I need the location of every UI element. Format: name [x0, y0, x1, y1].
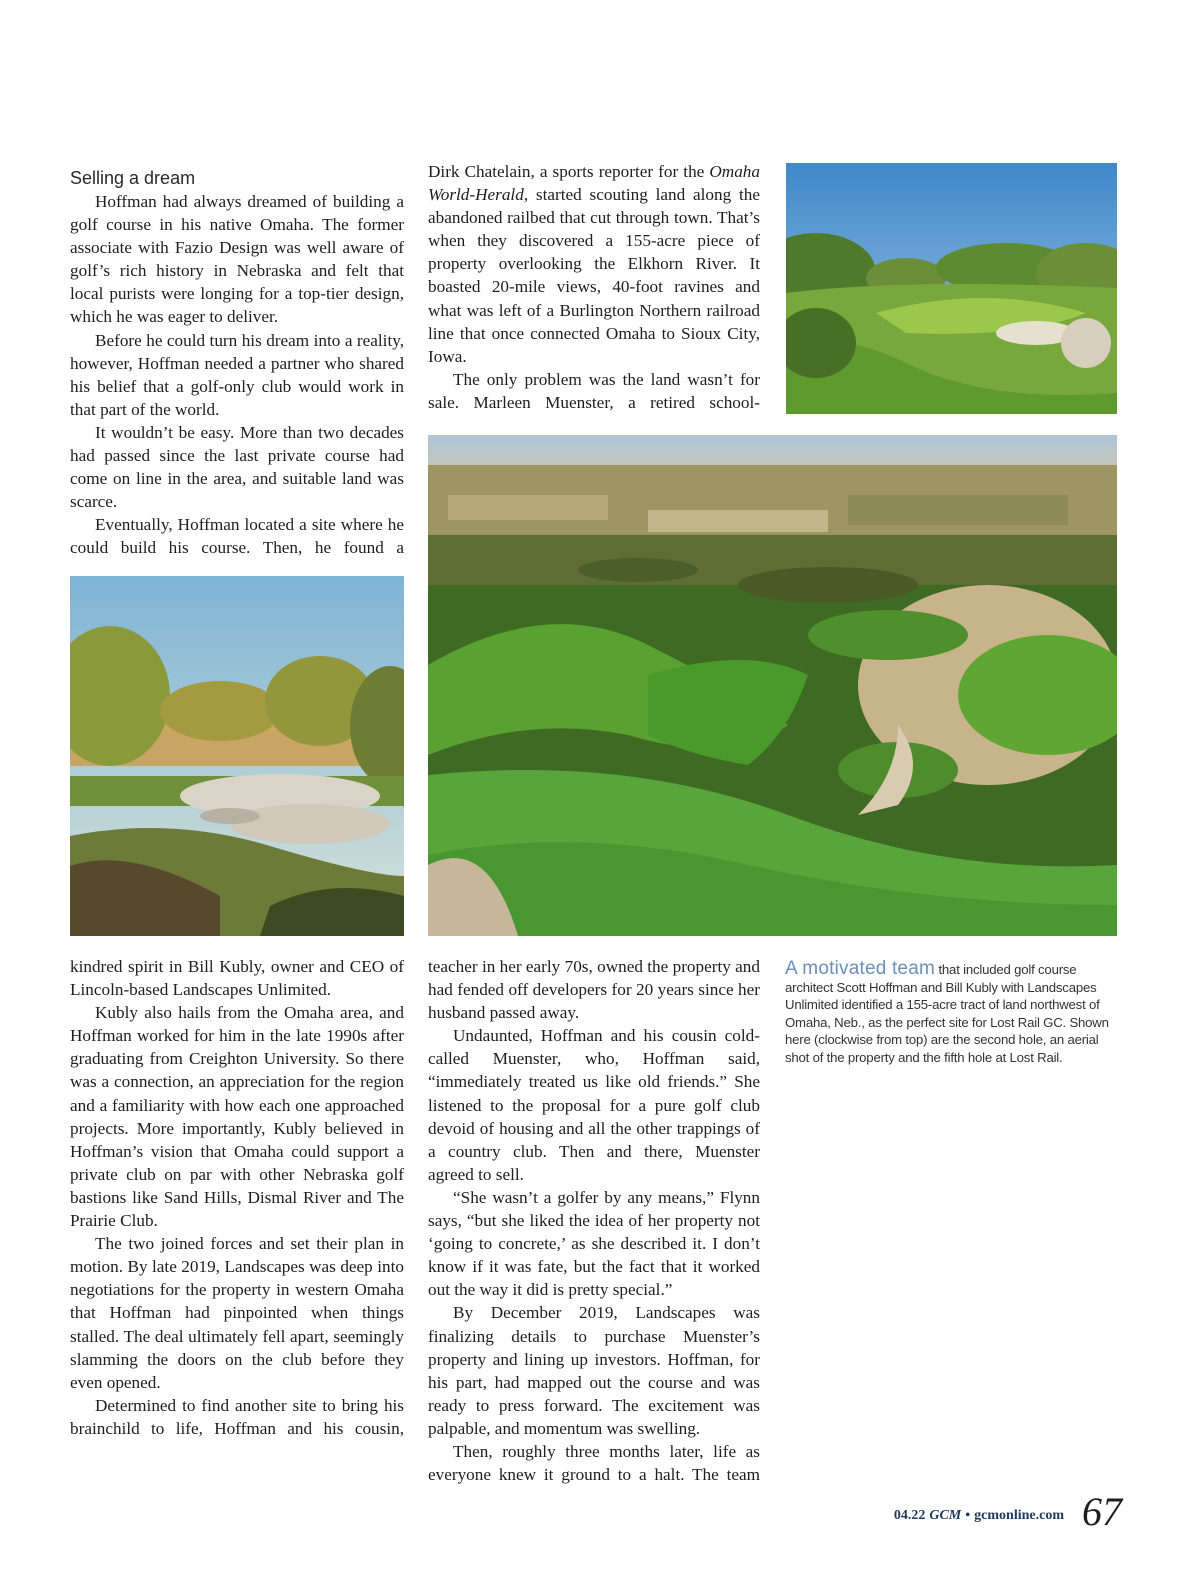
paragraph: teacher in her early 70s, owned the property and had fended off developers for 20 years since her husband passed away.: [428, 957, 760, 1023]
paragraph: The only problem was the land wasn’t for sale. Marleen Muenster, a retired school-: [428, 369, 760, 412]
column-1-bottom: [70, 955, 404, 1440]
paragraph-text: Dirk Chatelain, a sports reporter for the: [428, 162, 710, 181]
publication-name: Omaha World-Herald: [428, 162, 760, 205]
caption-lead: A motivated team: [785, 958, 935, 979]
paragraph: Undaunted, Hoffman and his cousin cold-called Muenster, who, Hoffman said, “immediately treated us like old friends.” She listened to the proposal for a pure golf club devoid of housing and all the other trappings of a country club. Then and there, Muenster agreed to sell.: [428, 1026, 760, 1184]
page-number: 67: [1082, 1489, 1122, 1534]
magazine-brand: GCM: [929, 1508, 962, 1523]
page-footer: [894, 1488, 1122, 1535]
paragraph: Determined to find another site to bring his brainchild to life, Hoffman and his cousin,: [70, 1395, 404, 1438]
paragraph: By December 2019, Landscapes was finalizing details to purchase Muenster’s property and lining up investors. Hoffman, for his part, had mapped out the course and was ready to press forward. The excitement was palpable, and momentum was swelling.: [428, 1303, 760, 1438]
paragraph: Hoffman had always dreamed of building a golf course in his native Omaha. The former associate with Fazio Design was well aware of golf’s rich history in Nebraska and felt that local purists were longing for a top-tier design, which he was eager to deliver.: [70, 192, 404, 327]
photo-aerial: [428, 435, 1117, 936]
paragraph: The two joined forces and set their plan in motion. By late 2019, Landscapes was deep into negotiations for the property in western Omaha that Hoffman had pinpointed when things stalled. The deal ultimately fell apart, seemingly slamming the doors on the club before they even opened.: [70, 1234, 404, 1392]
column-1-top: [70, 167, 404, 560]
second-hole-image: [786, 163, 1117, 414]
photo-caption: [785, 960, 1117, 1067]
paragraph: It wouldn’t be easy. More than two decades had passed since the last private course had come on line in the area, and suitable land was scarce.: [70, 422, 404, 512]
paragraph-text: , started scouting land along the abandoned railbed that cut through town. That’s when they discovered a 155-acre piece of property overlooking the Elkhorn River. It boasted 20-mile views, 40-foot ravines and what was left of a Burlington Northern railroad line that once connected Omaha to Sioux City, Iowa.: [428, 185, 760, 366]
paragraph: Eventually, Hoffman located a site where he could build his course. Then, he found a: [70, 515, 404, 558]
photo-fifth-hole: [70, 576, 404, 936]
paragraph: Then, roughly three months later, life as everyone knew it ground to a halt. The team: [428, 1441, 760, 1485]
paragraph: Kubly also hails from the Omaha area, and Hoffman worked for him in the late 1990s after graduating from Creighton University. So there was a connection, an appreciation for the region and a familiarity with how each one approached projects. More importantly, Kubly believed in Hoffman’s vision that Omaha could support a private club on par with other Nebraska golf bastions like Sand Hills, Dismal River and The Prairie Club.: [70, 1003, 404, 1231]
column-2-bottom: [428, 955, 760, 1486]
paragraph: Before he could turn his dream into a reality, however, Hoffman needed a partner who shared his belief that a golf-only club would work in that part of the world.: [70, 330, 404, 419]
paragraph: “She wasn’t a golfer by any means,” Flynn says, “but she liked the idea of her property not ‘going to concrete,’ as she described it. I don’t know if it was fate, but the fact that it worked out the way it did is pretty special.”: [428, 1187, 760, 1300]
section-heading: Selling a dream: [70, 168, 196, 188]
issue-date: 04.22: [893, 1508, 926, 1523]
footer-separator: •: [965, 1508, 971, 1523]
aerial-image: [428, 435, 1117, 936]
paragraph: [428, 160, 760, 368]
fifth-hole-image: [70, 576, 404, 936]
column-2-top: [428, 160, 760, 414]
photo-second-hole: [786, 163, 1117, 414]
website-url: gcmonline.com: [974, 1508, 1064, 1523]
paragraph: kindred spirit in Bill Kubly, owner and CEO of Lincoln-based Landscapes Unlimited.: [70, 957, 404, 1000]
caption-text: that included golf course architect Scott Hoffman and Bill Kubly with Landscapes Unlimited identified a 155-acre tract of land northwest of Omaha, Neb., as the perfect site for Lost Rail GC. Shown here (clockwise from top) are the second hole, an aerial shot of the property and the fifth hole at Lost Rail.: [785, 962, 1109, 1065]
